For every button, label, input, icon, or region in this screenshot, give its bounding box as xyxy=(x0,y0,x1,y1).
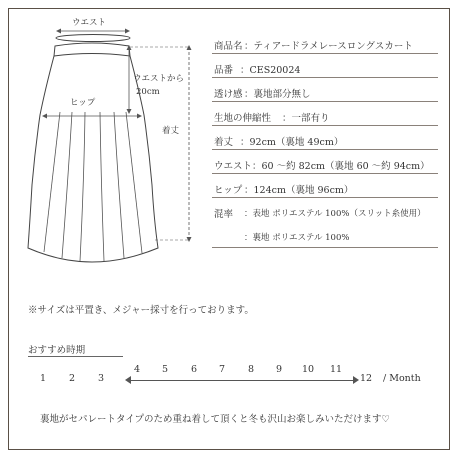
spec-value-composition: ：表地 ポリエステル 100%（スリット糸使用） xyxy=(244,209,426,219)
size-note: ※サイズは平置き、メジャー採寸を行っております。 xyxy=(28,305,254,316)
hip-label: ヒップ xyxy=(70,98,96,108)
month-unit: / Month xyxy=(383,373,421,384)
spec-value-code: ：CES20024 xyxy=(240,65,301,76)
spec-key-sheerness: 透け感 xyxy=(214,89,243,100)
spec-key-composition: 混率 xyxy=(214,209,234,220)
spec-value-hip: ：124cm（裏地 96cm） xyxy=(244,185,354,196)
month-4: 4 xyxy=(133,364,141,375)
month-10: 10 xyxy=(301,364,315,375)
skirt-diagram xyxy=(0,0,230,270)
spec-key-stretch: 生地の伸縮性 xyxy=(214,113,272,124)
waist-label: ウエスト xyxy=(72,18,107,28)
month-11: 11 xyxy=(329,364,343,375)
month-9: 9 xyxy=(275,364,283,375)
month-2: 2 xyxy=(68,373,76,384)
waist-to-hip-label-line2: 20cm xyxy=(136,87,160,97)
waist-to-hip-label-line1: ウエストから xyxy=(133,74,185,84)
spec-key-hip: ヒップ xyxy=(214,185,243,196)
season-range-line xyxy=(128,380,354,381)
month-8: 8 xyxy=(247,364,255,375)
season-range-arrow-right-icon xyxy=(353,376,359,384)
spec-value-stretch: ：一部有り xyxy=(282,113,330,124)
month-1: 1 xyxy=(39,373,47,384)
spec-value-lining: ：裏地 ポリエステル 100% xyxy=(244,233,350,243)
season-title-underline xyxy=(28,356,123,357)
spec-value-length: ：92cm（裏地 49cm） xyxy=(240,137,344,148)
spec-value-name: ：ティアードラメレースロングスカート xyxy=(244,41,413,52)
month-12: 12 xyxy=(359,373,373,384)
spec-key-length: 着丈 xyxy=(214,137,234,148)
spec-value-waist: ：60 ～約 82cm（裏地 60 ～約 94cm） xyxy=(252,161,430,172)
spec-key-name: 商品名 xyxy=(214,41,243,52)
month-3: 3 xyxy=(97,373,105,384)
footer-note: 裏地がセパレートタイプのため重ね着して頂くと冬も沢山お楽しみいただけます♡ xyxy=(40,414,391,425)
spec-key-waist: ウエスト xyxy=(214,161,253,172)
waistband xyxy=(54,43,130,56)
month-5: 5 xyxy=(161,364,169,375)
spec-value-sheerness: ：裏地部分無し xyxy=(244,89,311,100)
spec-key-code: 品番 xyxy=(214,65,234,76)
season-title: おすすめ時期 xyxy=(28,345,86,356)
month-7: 7 xyxy=(218,364,226,375)
length-label: 着丈 xyxy=(162,126,180,136)
month-6: 6 xyxy=(190,364,198,375)
season-range-arrow-left-icon xyxy=(125,376,131,384)
waist-ellipse xyxy=(56,35,130,42)
